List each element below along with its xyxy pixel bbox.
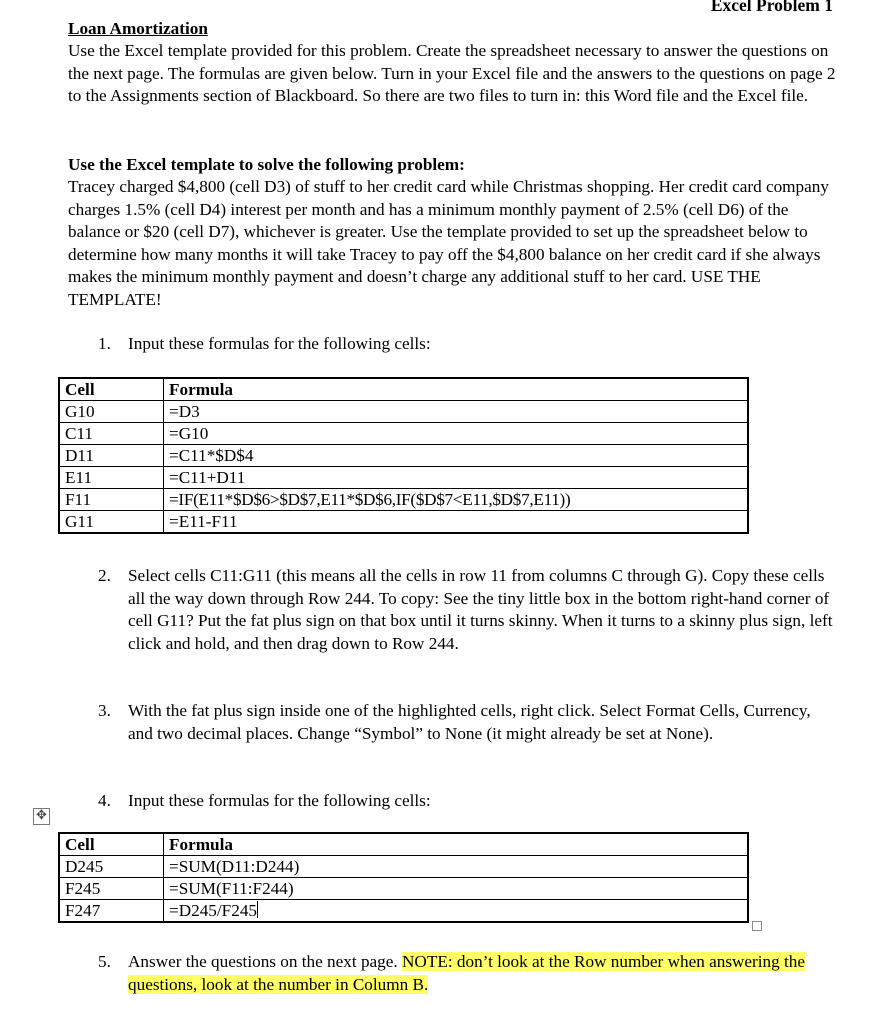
formula: =IF(E11*$D$6>$D$7,E11*$D$6,IF($D$7<E11,$D$7,E11)) [164, 489, 749, 511]
step-text: Input these formulas for the following cells: [128, 334, 431, 353]
highlighted-note: NOTE: don’t look at the Row number when answering the questions, look at the number in Column B. [128, 952, 806, 994]
step-4 [98, 790, 838, 814]
cell-ref: F245 [59, 878, 164, 900]
formula-cell-editing[interactable] [164, 900, 749, 923]
formula: =G10 [164, 423, 749, 445]
cell-ref: D245 [59, 856, 164, 878]
step-number: 5. [98, 952, 111, 971]
table-row [59, 423, 748, 445]
intro-paragraph: Use the Excel template provided for this problem. Create the spreadsheet necessary to answer the questions on the next page. The formulas are given below. Turn in your Excel file and the answers to the questions on page 2 to the Assignments section of Blackboard. So there are two files to turn in: this Word file and the Excel file. [68, 41, 836, 106]
problem-paragraph: Tracey charged $4,800 (cell D3) of stuff to her credit card while Christmas shopping. Her credit card company charges 1.5% (cell D4) interest per month and has a minimum monthly payment of 2.5% (cell D6) of the balance or $20 (cell D7), whichever is greater. Use the template provided to set up the spreadsheet below to determine how many months it will take Tracey to pay off the $4,800 balance on her credit card if she always makes the minimum monthly payment and doesn’t charge any additional stuff to her card. USE THE TEMPLATE! [68, 177, 829, 309]
step-text-plain: Answer the questions on the next page. [128, 952, 402, 971]
table-header-row [59, 378, 748, 401]
cell-ref: G10 [59, 401, 164, 423]
step-text: Select cells C11:G11 (this means all the cells in row 11 from columns C through G). Copy these cells all the way down through Row 244. To copy: See the tiny little box in the bottom right-hand corner of cell G11? Put the fat plus sign on that box until it turns skinny. When it turns to a skinny plus sign, left click and hold, and then drag down to Row 244. [128, 566, 833, 653]
step-1 [98, 333, 838, 357]
table-row [59, 445, 748, 467]
step-3 [98, 700, 838, 770]
table-header-row [59, 833, 748, 856]
step-5 [98, 951, 838, 999]
header-formula: Formula [164, 378, 749, 401]
formula-table-1 [58, 377, 749, 534]
cell-ref: F247 [59, 900, 164, 923]
cell-ref: C11 [59, 423, 164, 445]
table-row [59, 489, 748, 511]
header-formula: Formula [164, 833, 749, 856]
formula: =C11+D11 [164, 467, 749, 489]
cell-ref: D11 [59, 445, 164, 467]
text-cursor [257, 901, 258, 918]
resize-handle-icon[interactable] [752, 921, 762, 931]
cell-ref: E11 [59, 467, 164, 489]
formula: =C11*$D$4 [164, 445, 749, 467]
formula: =D245/F245 [169, 900, 258, 920]
formula-table-2 [58, 832, 749, 923]
move-handle-icon[interactable]: ✥ [33, 808, 50, 825]
step-text: Input these formulas for the following cells: [128, 791, 431, 810]
step-number: 2. [98, 566, 111, 585]
formula: =SUM(D11:D244) [164, 856, 749, 878]
step-number: 3. [98, 701, 111, 720]
document-title: Loan Amortization [68, 19, 208, 38]
step-text: With the fat plus sign inside one of the highlighted cells, right click. Select Format Cells, Currency, and two decimal places. Change “Symbol” to None (it might already be set at None). [128, 701, 811, 743]
table-row [59, 401, 748, 423]
step-2 [98, 565, 838, 680]
table-row [59, 878, 748, 900]
page-header-label: Excel Problem 1 [710, 0, 833, 15]
table-row [59, 511, 748, 534]
problem-heading: Use the Excel template to solve the following problem: [68, 155, 465, 174]
step-number: 1. [98, 334, 111, 353]
formula: =E11-F11 [164, 511, 749, 534]
formula: =D3 [164, 401, 749, 423]
table-row [59, 856, 748, 878]
header-cell: Cell [59, 378, 164, 401]
cell-ref: F11 [59, 489, 164, 511]
formula: =SUM(F11:F244) [164, 878, 749, 900]
cell-ref: G11 [59, 511, 164, 534]
header-cell: Cell [59, 833, 164, 856]
table-row [59, 467, 748, 489]
step-text [128, 951, 833, 996]
step-number: 4. [98, 791, 111, 810]
table-row [59, 900, 748, 923]
